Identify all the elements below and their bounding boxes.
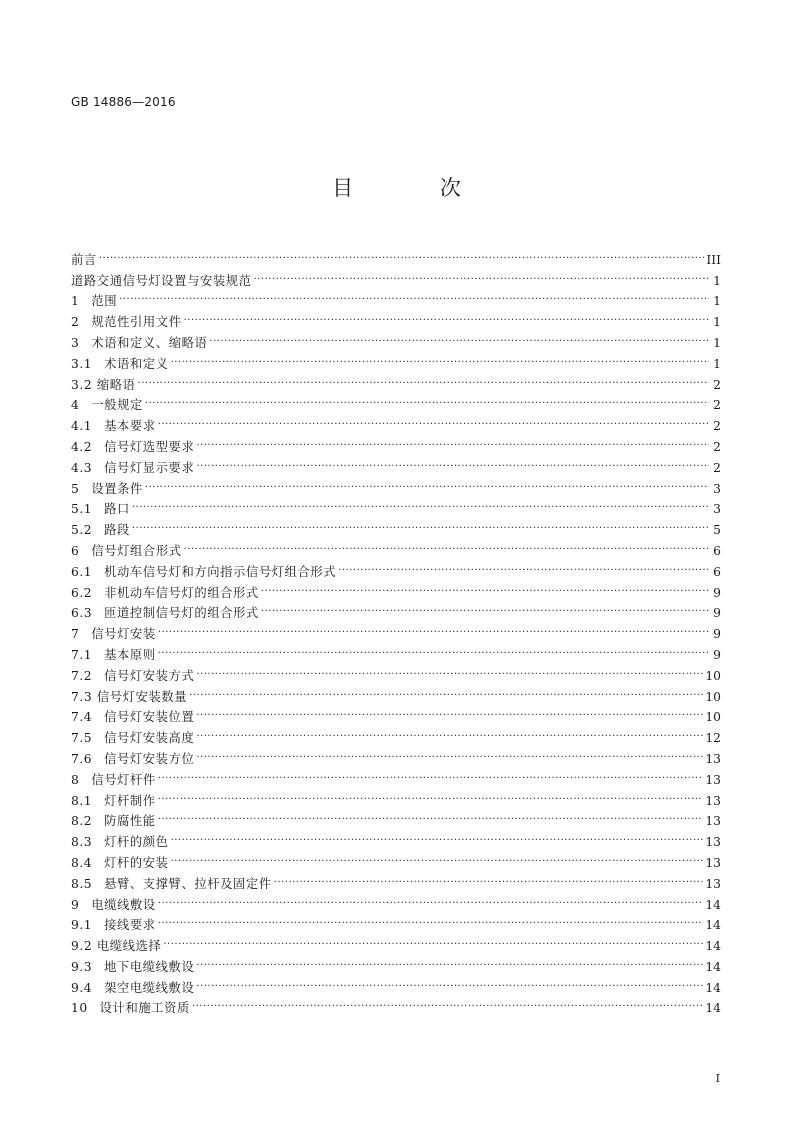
toc-section-number: 4.2 [71,439,93,454]
toc-page-number: 9 [713,585,721,600]
toc-page-number: 9 [713,627,721,642]
toc-entry-title: 灯杆的安装 [104,855,169,870]
toc-entry-title: 灯杆制作 [104,793,156,808]
toc-entry[interactable] [71,534,721,558]
toc-entry-title: 地下电缆线敷设 [104,959,195,974]
toc-section-number: 8.3 [71,835,93,850]
toc-leader-dots [158,784,704,805]
toc-page-number: 2 [713,377,721,392]
toc-section-number: 5.1 [71,502,93,517]
toc-leader-dots [196,971,703,992]
toc-entry[interactable] [71,638,721,662]
toc-section-number: 5 [71,481,80,496]
toc-page-number: 6 [713,543,721,558]
toc-page-number: 2 [713,439,721,454]
toc-entry-title: 电缆线敷设 [91,897,156,912]
toc-section-number: 4.1 [71,419,93,434]
toc-page-number: 13 [705,855,721,870]
toc-leader-dots [158,888,704,909]
toc-page-number: 10 [705,689,721,704]
toc-entry[interactable] [71,805,721,829]
toc-page-number: 6 [713,564,721,579]
toc-entry-title: 设置条件 [91,481,143,496]
table-of-contents [71,243,721,1016]
toc-leader-dots [189,680,703,701]
toc-entry[interactable] [71,430,721,454]
toc-entry[interactable] [71,264,721,288]
toc-page-number: 1 [713,356,721,371]
toc-leader-dots [99,243,705,264]
toc-entry-title: 规范性引用文件 [91,315,182,330]
toc-section-number: 6.1 [71,564,93,579]
toc-page-number: 2 [713,398,721,413]
toc-leader-dots [196,451,709,472]
toc-leader-dots [163,929,703,950]
toc-leader-dots [261,576,709,597]
toc-section-number: 8.2 [71,814,93,829]
toc-section-number: 2 [71,315,80,330]
toc-section-number: 5.2 [71,523,93,538]
toc-page-number: 1 [713,273,721,288]
toc-section-number: 7.1 [71,647,93,662]
toc-entry-title: 范围 [91,294,118,309]
toc-leader-dots [184,534,709,555]
toc-entry-title: 路段 [104,523,130,538]
toc-leader-dots [196,659,703,680]
toc-page-number: 1 [713,335,721,350]
toc-entry-title: 信号灯显示要求 [104,460,195,475]
toc-page-number: 2 [713,419,721,434]
toc-entry[interactable] [71,368,721,392]
toc-section-number: 6.3 [71,606,93,621]
page-title: 目 次 [332,176,501,200]
toc-entry-title: 匝道控制信号灯的组合形式 [104,606,259,621]
toc-page-number: 2 [713,460,721,475]
toc-entry-title: 架空电缆线敷设 [104,980,195,995]
toc-leader-dots [158,909,704,930]
toc-entry[interactable] [71,409,721,434]
toc-section-number: 9 [71,897,80,912]
toc-page-number: 14 [705,980,721,995]
toc-entry-title: 7.3 信号灯安装数量 [71,689,188,704]
toc-leader-dots [132,513,709,534]
toc-entry[interactable] [71,784,721,808]
toc-page-number: 3 [713,481,721,496]
toc-page-number: 13 [705,814,721,829]
toc-page-number: 9 [713,647,721,662]
toc-entry-title: 基本原则 [104,647,156,662]
toc-section-number: 7.6 [71,751,93,766]
toc-entry[interactable] [71,243,721,267]
toc-entry-title: 信号灯安装方式 [104,668,195,683]
toc-entry[interactable] [71,472,721,496]
toc-leader-dots [209,326,709,347]
standard-code: GB 14886—2016 [71,95,176,109]
toc-section-number: 7.5 [71,731,93,746]
toc-section-number: 9.3 [71,959,93,974]
toc-leader-dots [274,867,704,888]
toc-entry[interactable] [71,763,721,787]
toc-page-number: III [706,252,721,267]
page-number: I [715,1072,720,1085]
toc-leader-dots [171,347,709,368]
toc-entry-title: 防腐性能 [104,814,156,829]
toc-leader-dots [158,763,704,784]
toc-leader-dots [171,825,704,846]
toc-section-number: 3.1 [71,356,93,371]
toc-entry[interactable] [71,888,721,912]
toc-section-number: 4 [71,398,80,413]
toc-entry-title: 信号灯安装位置 [104,710,195,725]
toc-page-number: 13 [705,876,721,891]
toc-entry-title: 机动车信号灯和方向指示信号灯组合形式 [104,564,337,579]
toc-leader-dots [196,430,709,451]
toc-entry-title: 非机动车信号灯的组合形式 [104,585,259,600]
toc-page-number: 14 [705,959,721,974]
toc-entry-title: 信号灯杆件 [91,772,156,787]
toc-entry-title: 术语和定义 [104,356,169,371]
toc-leader-dots [158,638,709,659]
toc-page-number: 10 [705,710,721,725]
toc-entry-title: 道路交通信号灯设置与安装规范 [71,273,252,288]
toc-page-number: 13 [705,751,721,766]
toc-section-number: 6.2 [71,585,93,600]
toc-page-number: 1 [713,294,721,309]
toc-entry-title: 信号灯安装 [91,627,156,642]
toc-entry-title: 术语和定义、缩略语 [91,335,208,350]
toc-page-number: 10 [705,668,721,683]
toc-leader-dots [145,472,709,493]
toc-page-number: 13 [705,772,721,787]
toc-leader-dots [145,389,709,410]
toc-entry-title: 灯杆的颜色 [104,835,169,850]
toc-section-number: 8.5 [71,876,93,891]
toc-leader-dots [196,701,703,722]
toc-page-number: 14 [705,939,721,954]
toc-entry-title: 3.2 缩略语 [71,377,136,392]
toc-section-number: 7 [71,627,80,642]
toc-entry[interactable] [71,825,721,850]
toc-leader-dots [119,285,709,306]
toc-leader-dots [184,305,709,326]
toc-entry[interactable] [71,659,721,683]
toc-section-number: 7.2 [71,668,93,683]
toc-section-number: 9.1 [71,918,93,933]
toc-leader-dots [158,617,709,638]
toc-entry-title: 9.2 电缆线选择 [71,939,162,954]
toc-section-number: 9.4 [71,980,93,995]
toc-entry-title: 信号灯选型要求 [104,439,195,454]
toc-page-number: 13 [705,793,721,808]
toc-entry-title: 前言 [71,252,97,267]
toc-section-number: 10 [71,1001,88,1016]
toc-page-number: 1 [713,315,721,330]
toc-entry-title: 基本要求 [104,419,156,434]
toc-entry[interactable] [71,389,721,413]
toc-section-number: 1 [71,294,80,309]
toc-leader-dots [196,950,703,971]
toc-entry[interactable] [71,909,721,933]
toc-leader-dots [158,409,709,430]
toc-entry[interactable] [71,950,721,974]
toc-page-number: 14 [705,918,721,933]
toc-page-number: 3 [713,502,721,517]
toc-entry[interactable] [71,617,721,642]
toc-leader-dots [261,597,709,618]
toc-leader-dots [338,555,709,576]
toc-page-number: 5 [713,523,721,538]
toc-entry[interactable] [71,493,721,517]
toc-entry-title: 设计和施工资质 [99,1001,190,1016]
toc-section-number: 4.3 [71,460,93,475]
toc-entry-title: 信号灯组合形式 [91,543,182,558]
toc-leader-dots [132,493,709,514]
toc-leader-dots [196,742,703,763]
toc-page-number: 12 [705,731,721,746]
toc-leader-dots [196,721,703,742]
toc-entry[interactable] [71,513,721,538]
toc-section-number: 8.4 [71,855,93,870]
toc-leader-dots [138,368,709,389]
toc-page-number: 14 [705,897,721,912]
toc-entry-title: 接线要求 [104,918,156,933]
toc-page-number: 14 [705,1001,721,1016]
toc-section-number: 7.4 [71,710,93,725]
toc-entry-title: 一般规定 [91,398,143,413]
toc-entry-title: 悬臂、支撑臂、拉杆及固定件 [104,876,272,891]
toc-page-number: 9 [713,606,721,621]
toc-leader-dots [192,992,703,1013]
toc-entry-title: 信号灯安装方位 [104,751,195,766]
toc-leader-dots [254,264,709,285]
toc-entry-title: 路口 [104,502,130,517]
toc-page-number: 13 [705,835,721,850]
toc-leader-dots [158,805,704,826]
toc-section-number: 8.1 [71,793,93,808]
toc-entry[interactable] [71,305,721,330]
toc-entry[interactable] [71,285,721,309]
toc-entry-title: 信号灯安装高度 [104,731,195,746]
toc-section-number: 6 [71,543,80,558]
toc-section-number: 3 [71,335,80,350]
toc-section-number: 8 [71,772,80,787]
toc-leader-dots [171,846,704,867]
toc-entry[interactable] [71,929,721,954]
